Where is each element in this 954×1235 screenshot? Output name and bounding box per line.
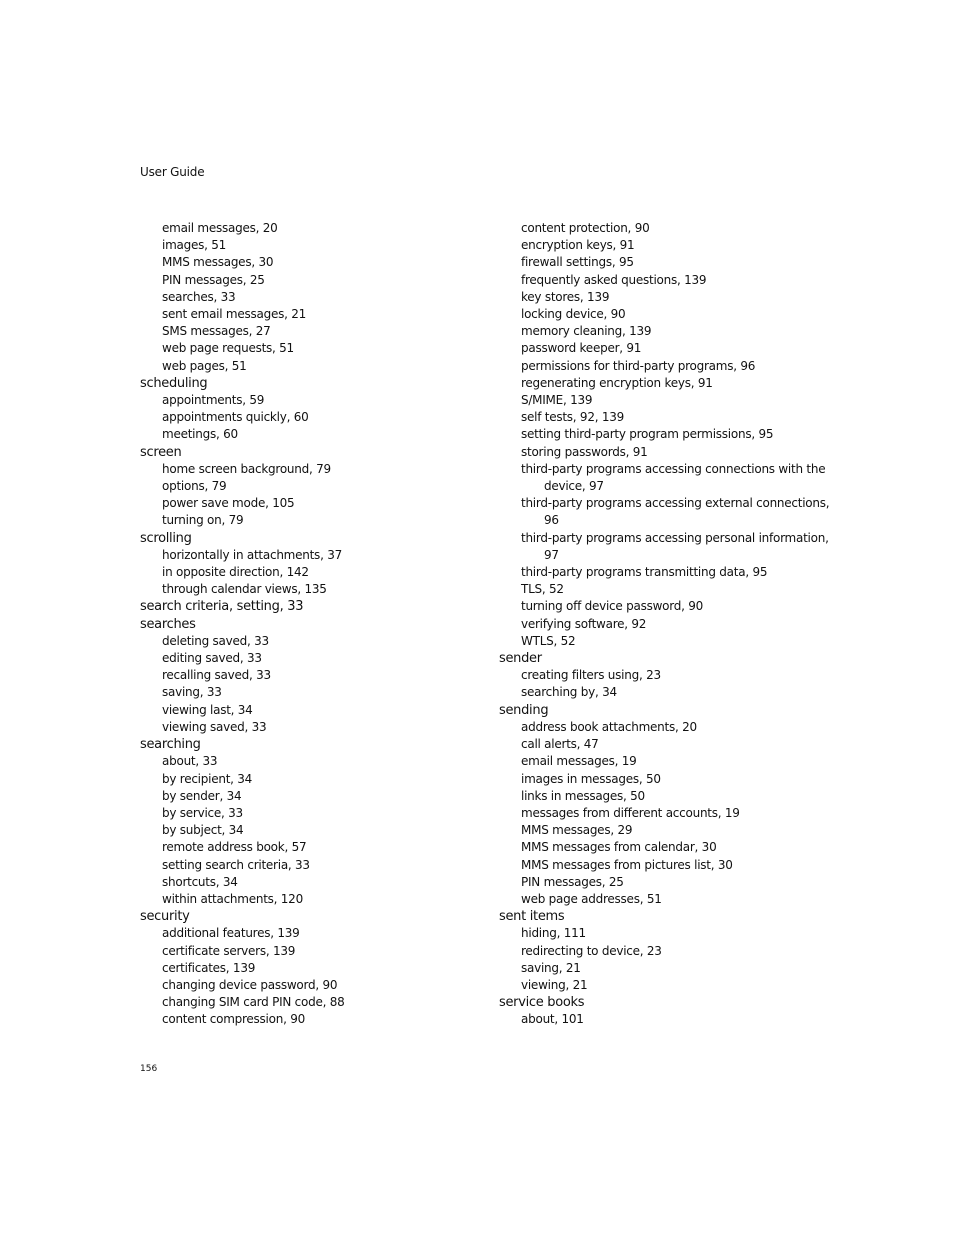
index-subentry: by sender, 34 <box>162 788 242 803</box>
index-subentry: web page addresses, 51 <box>521 891 662 906</box>
index-subentry: creating filters using, 23 <box>521 668 661 683</box>
index-entry: scrolling <box>140 530 192 546</box>
index-subentry: self tests, 92, 139 <box>521 410 624 425</box>
index-subentry: web pages, 51 <box>162 358 247 373</box>
index-subentry: messages from different accounts, 19 <box>521 805 740 820</box>
index-subentry: searches, 33 <box>162 289 236 304</box>
index-subentry: saving, 33 <box>162 685 222 700</box>
index-subentry: appointments, 59 <box>162 393 265 408</box>
index-subentry: additional features, 139 <box>162 926 300 941</box>
index-subentry: meetings, 60 <box>162 427 238 442</box>
index-subentry: links in messages, 50 <box>521 788 645 803</box>
index-subentry: storing passwords, 91 <box>521 444 648 459</box>
index-subentry: saving, 21 <box>521 960 581 975</box>
index-entry: security <box>140 909 190 925</box>
index-subentry: firewall settings, 95 <box>521 255 634 270</box>
index-subentry: third-party programs accessing external connections, <box>521 496 830 511</box>
index-subentry: MMS messages, 29 <box>521 823 633 838</box>
index-subentry: TLS, 52 <box>521 582 564 597</box>
index-subentry: searching by, 34 <box>521 685 617 700</box>
index-subentry: key stores, 139 <box>521 289 610 304</box>
index-continuation: device, 97 <box>544 479 604 494</box>
index-subentry: S/MIME, 139 <box>521 393 593 408</box>
index-subentry: content protection, 90 <box>521 221 650 235</box>
index-subentry: viewing last, 34 <box>162 702 253 717</box>
index-continuation: 97 <box>544 547 559 562</box>
index-subentry: shortcuts, 34 <box>162 874 238 889</box>
index-entry: sender <box>499 651 542 667</box>
index-subentry: changing SIM card PIN code, 88 <box>162 995 345 1010</box>
index-subentry: by subject, 34 <box>162 823 244 838</box>
index-subentry: images, 51 <box>162 238 227 253</box>
index-subentry: setting third-party program permissions, 95 <box>521 427 774 442</box>
index-subentry: regenerating encryption keys, 91 <box>521 375 713 390</box>
index-subentry: setting search criteria, 33 <box>162 857 310 872</box>
index-subentry: call alerts, 47 <box>521 737 599 752</box>
index-subentry: home screen background, 79 <box>162 461 331 476</box>
index-subentry: PIN messages, 25 <box>162 272 265 287</box>
index-subentry: hiding, 111 <box>521 926 586 941</box>
index-subentry: power save mode, 105 <box>162 496 295 511</box>
index-subentry: WTLS, 52 <box>521 633 576 648</box>
index-subentry: third-party programs accessing connections with the <box>521 461 826 476</box>
index-subentry: password keeper, 91 <box>521 341 642 356</box>
index-subentry: sent email messages, 21 <box>162 307 306 322</box>
index-subentry: in opposite direction, 142 <box>162 565 309 580</box>
index-subentry: about, 101 <box>521 1012 584 1027</box>
index-subentry: MMS messages, 30 <box>162 255 274 270</box>
index-subentry: locking device, 90 <box>521 307 626 322</box>
index-subentry: recalling saved, 33 <box>162 668 271 683</box>
index-subentry: redirecting to device, 23 <box>521 943 662 958</box>
index-subentry: third-party programs transmitting data, 95 <box>521 565 768 580</box>
index-subentry: certificate servers, 139 <box>162 943 296 958</box>
index-subentry: permissions for third-party programs, 96 <box>521 358 756 373</box>
index-entry: searching <box>140 737 201 753</box>
index-subentry: by recipient, 34 <box>162 771 253 786</box>
index-subentry: content compression, 90 <box>162 1012 305 1027</box>
index-subentry: editing saved, 33 <box>162 651 262 666</box>
index-entry: searches <box>140 616 196 632</box>
index-subentry: turning on, 79 <box>162 513 244 528</box>
index-entry: search criteria, setting, 33 <box>140 599 304 615</box>
index-subentry: appointments quickly, 60 <box>162 410 309 425</box>
index-subentry: memory cleaning, 139 <box>521 324 652 339</box>
index-entry: service books <box>499 995 585 1011</box>
index-subentry: SMS messages, 27 <box>162 324 271 339</box>
index-entry: screen <box>140 444 182 460</box>
index-subentry: by service, 33 <box>162 805 243 820</box>
index-entry: sent items <box>499 909 565 925</box>
index-subentry: viewing saved, 33 <box>162 719 267 734</box>
index-subentry: MMS messages from calendar, 30 <box>521 840 717 855</box>
index-subentry: encryption keys, 91 <box>521 238 635 253</box>
index-subentry: third-party programs accessing personal information, <box>521 530 829 545</box>
index-subentry: verifying software, 92 <box>521 616 647 631</box>
index-subentry: remote address book, 57 <box>162 840 307 855</box>
index-subentry: about, 33 <box>162 754 218 769</box>
index-subentry: email messages, 19 <box>521 754 637 769</box>
index-entry: sending <box>499 702 549 718</box>
index-column-right <box>499 220 829 1029</box>
index-subentry: deleting saved, 33 <box>162 633 269 648</box>
index-subentry: MMS messages from pictures list, 30 <box>521 857 733 872</box>
running-header: User Guide <box>140 165 205 179</box>
index-subentry: address book attachments, 20 <box>521 719 697 734</box>
index-entry: scheduling <box>140 375 208 391</box>
index-subentry: viewing, 21 <box>521 977 588 992</box>
index-column-left <box>140 220 470 1029</box>
index-subentry: horizontally in attachments, 37 <box>162 547 342 562</box>
index-subentry: frequently asked questions, 139 <box>521 272 707 287</box>
index-subentry: certificates, 139 <box>162 960 256 975</box>
index-subentry: web page requests, 51 <box>162 341 294 356</box>
index-subentry: PIN messages, 25 <box>521 874 624 889</box>
index-subentry: within attachments, 120 <box>162 891 303 906</box>
index-subentry: images in messages, 50 <box>521 771 661 786</box>
index-subentry: turning off device password, 90 <box>521 599 703 614</box>
index-subentry: email messages, 20 <box>162 221 278 235</box>
index-subentry: options, 79 <box>162 479 227 494</box>
index-subentry: through calendar views, 135 <box>162 582 327 597</box>
page-number: 156 <box>140 1064 158 1074</box>
index-subentry: changing device password, 90 <box>162 977 338 992</box>
index-continuation: 96 <box>544 513 559 528</box>
